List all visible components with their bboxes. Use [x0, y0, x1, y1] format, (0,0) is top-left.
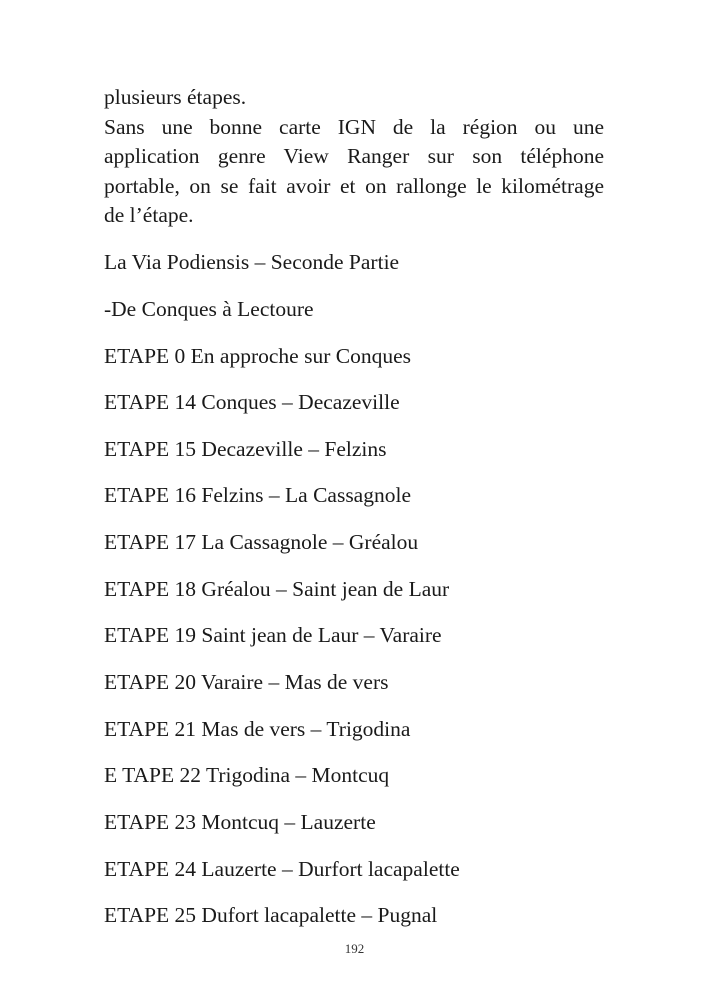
intro-line: Sans une bonne carte IGN de la région ou une: [104, 114, 604, 139]
stage-entry: ETAPE 25 Dufort lacapalette – Pugnal: [104, 903, 438, 927]
stage-entry: ETAPE 23 Montcuq – Lauzerte: [104, 810, 376, 834]
stage-entry: ETAPE 14 Conques – Decazeville: [104, 390, 400, 414]
stage-entry: ETAPE 24 Lauzerte – Durfort lacapalette: [104, 857, 460, 881]
stage-entry: ETAPE 20 Varaire – Mas de vers: [104, 670, 389, 694]
intro-line: application genre View Ranger sur son téléphone: [104, 144, 604, 168]
section-title: La Via Podiensis – Seconde Partie: [104, 250, 400, 274]
intro-paragraph: [104, 83, 604, 231]
intro-line: plusieurs étapes.: [104, 85, 247, 109]
intro-line: de l’étape.: [104, 203, 194, 227]
stage-entry: ETAPE 17 La Cassagnole – Gréalou: [104, 530, 419, 554]
stage-entry: ETAPE 16 Felzins – La Cassagnole: [104, 483, 411, 507]
section-subtitle: -De Conques à Lectoure: [104, 297, 314, 321]
stage-entry: E TAPE 22 Trigodina – Montcuq: [104, 763, 390, 787]
stage-entry: ETAPE 18 Gréalou – Saint jean de Laur: [104, 577, 450, 601]
stage-entry: ETAPE 0 En approche sur Conques: [104, 344, 411, 368]
stage-entry: ETAPE 19 Saint jean de Laur – Varaire: [104, 623, 442, 647]
page-number: 192: [344, 941, 365, 956]
stage-entry: ETAPE 21 Mas de vers – Trigodina: [104, 717, 411, 741]
intro-line: portable, on se fait avoir et on rallonge le kilométrage: [104, 173, 604, 198]
stage-entry: ETAPE 15 Decazeville – Felzins: [104, 437, 387, 461]
